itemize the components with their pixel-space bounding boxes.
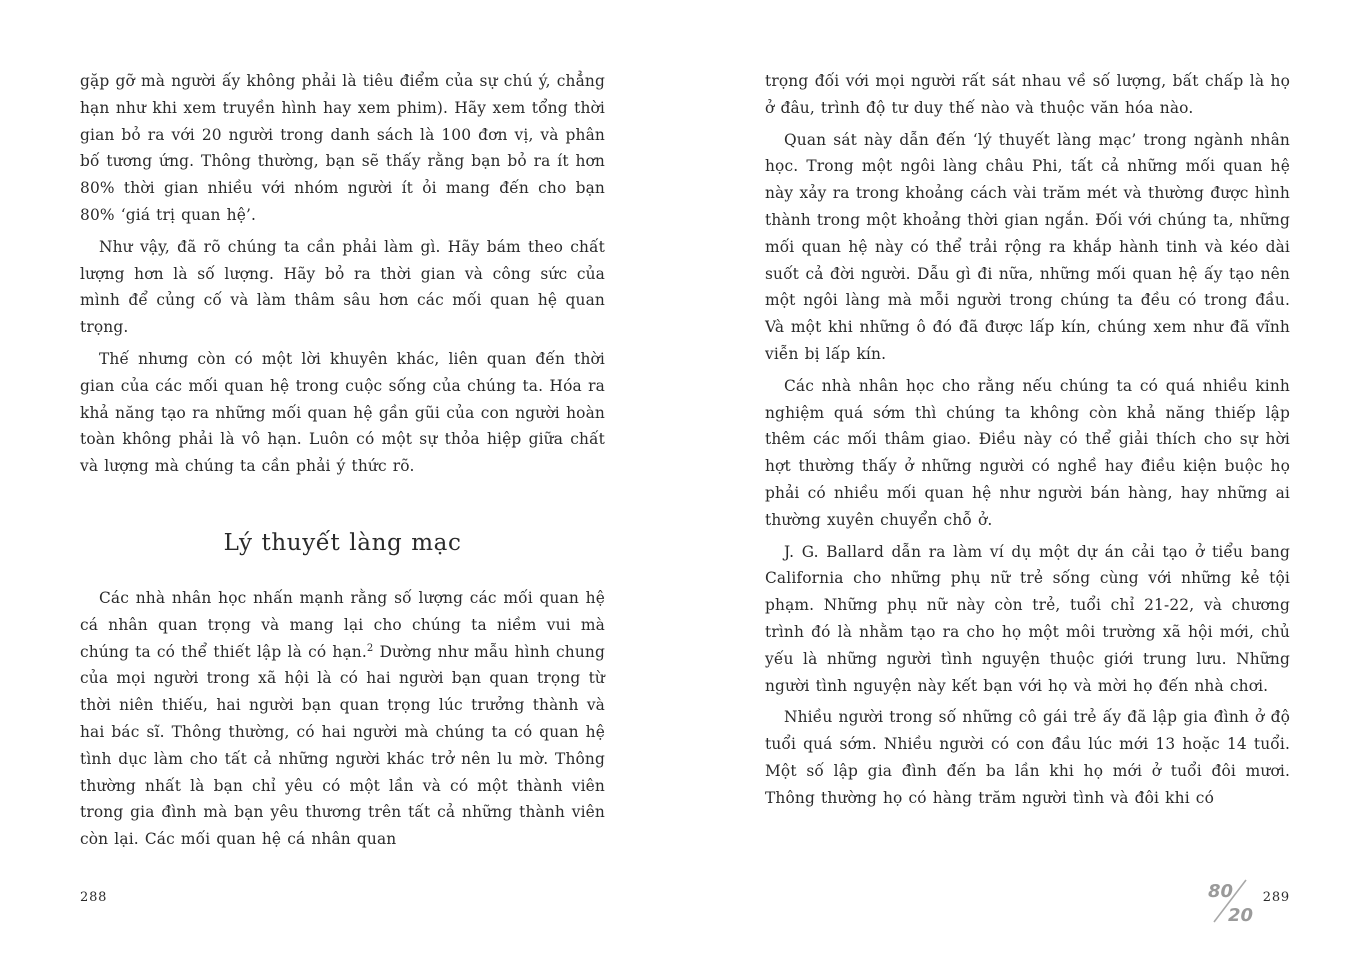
footnote-marker: 2 bbox=[366, 642, 374, 654]
left-text-column bbox=[80, 68, 605, 858]
page-number: 288 bbox=[80, 890, 108, 905]
paragraph-text: Dường như mẫu hình chung của mọi người trong xã hội là có hai người bạn quan trọng từ thời niên thiếu, hai người bạn quan trọng lúc trưởng thành và hai bác sĩ. Thông thường, có hai người mà chúng ta có quan hệ tình dục làm cho tất cả những người khác trở nên lu mờ. Thông thường nhất là bạn chỉ yêu có một lần và có một thành viên trong gia đình mà bạn yêu thương trên tất cả những thành viên còn lại. Các mối quan hệ cá nhân quan bbox=[80, 642, 605, 849]
paragraph-text: Các nhà nhân học nhấn mạnh rằng số lượng các mối quan hệ cá nhân quan trọng và mang lại cho chúng ta niềm vui mà chúng ta có thể thiết lập là có hạn. bbox=[80, 588, 605, 661]
right-page bbox=[685, 0, 1370, 969]
right-text-column bbox=[765, 68, 1290, 817]
paragraph: Quan sát này dẫn đến ‘lý thuyết làng mạc’ trong ngành nhân học. Trong một ngôi làng châu Phi, tất cả những mối quan hệ này xảy ra trong khoảng cách vài trăm mét và thường được hình thành trong một khoảng thời gian ngắn. Đối với chúng ta, những mối quan hệ này có thể trải rộng ra khắp hành tinh và kéo dài suốt cả đời người. Dẫu gì đi nữa, những mối quan hệ ấy tạo nên một ngôi làng mà mỗi người trong chúng ta đều có trong đầu. Và một khi những ô đó đã được lấp kín, chúng xem như đã vĩnh viễn bị lấp kín. bbox=[765, 130, 1290, 363]
page-number: 289 bbox=[1262, 890, 1290, 905]
paragraph: Như vậy, đã rõ chúng ta cần phải làm gì. Hãy bám theo chất lượng hơn là số lượng. Hãy bỏ ra thời gian và công sức của mình để củng cố và làm thâm sâu hơn các mối quan hệ quan trọng. bbox=[80, 237, 605, 337]
paragraph bbox=[80, 585, 605, 853]
logo-bottom-number: 20 bbox=[1228, 905, 1254, 924]
paragraph: Các nhà nhân học cho rằng nếu chúng ta có quá nhiều kinh nghiệm quá sớm thì chúng ta không còn khả năng thiếp lập thêm các mối thâm giao. Điều này có thể giải thích cho sự hời hợt thường thấy ở những người có nghề hay điều kiện buộc họ phải có nhiều mối quan hệ như người bán hàng, hay những ai thường xuyên chuyển chỗ ở. bbox=[765, 376, 1290, 529]
80-20-logo-icon bbox=[1206, 878, 1258, 924]
paragraph: trọng đối với mọi người rất sát nhau về số lượng, bất chấp là họ ở đâu, trình độ tư duy thế nào và thuộc văn hóa nào. bbox=[765, 72, 1290, 117]
section-heading: Lý thuyết làng mạc bbox=[223, 529, 462, 556]
paragraph: gặp gỡ mà người ấy không phải là tiêu điểm của sự chú ý, chẳng hạn như khi xem truyền hình hay xem phim). Hãy xem tổng thời gian bỏ ra với 20 người trong danh sách là 100 đơn vị, và phân bố tương ứng. Thông thường, bạn sẽ thấy rằng bạn bỏ ra ít hơn 80% thời gian nhiều với nhóm người ít ỏi mang đến cho bạn 80% ‘giá trị quan hệ’. bbox=[80, 72, 605, 224]
paragraph: J. G. Ballard dẫn ra làm ví dụ một dự án cải tạo ở tiểu bang California cho những phụ nữ trẻ sống cùng với những kẻ tội phạm. Những phụ nữ này còn trẻ, tuổi chỉ 21-22, và chương trình đó là nhằm tạo ra cho họ một môi trường xã hội mới, chủ yếu là những người tình nguyện thuộc giới trung lưu. Những người tình nguyện này kết bạn với họ và mời họ đến nhà chơi. bbox=[765, 542, 1290, 695]
logo-top-number: 80 bbox=[1208, 881, 1234, 902]
paragraph: Thế nhưng còn có một lời khuyên khác, liên quan đến thời gian của các mối quan hệ trong cuộc sống của chúng ta. Hóa ra khả năng tạo ra những mối quan hệ gần gũi của con người hoàn toàn không phải là vô hạn. Luôn có một sự thỏa hiệp giữa chất và lượng mà chúng ta cần phải ý thức rõ. bbox=[80, 349, 605, 476]
paragraph: Nhiều người trong số những cô gái trẻ ấy đã lập gia đình ở độ tuổi quá sớm. Nhiều người có con đầu lúc mới 13 hoặc 14 tuổi. Một số lập gia đình đến ba lần khi họ mới ở tuổi đôi mươi. Thông thường họ có hàng trăm người tình và đôi khi có bbox=[765, 708, 1290, 807]
